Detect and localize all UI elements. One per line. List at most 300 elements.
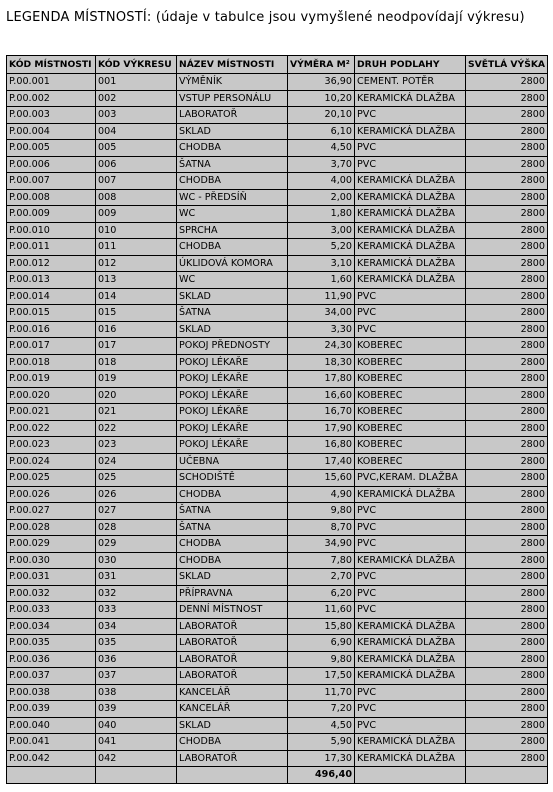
area-cell: 9,80 [288,651,355,668]
clear-height-cell: 2800 [466,717,548,734]
area-cell: 1,60 [288,272,355,289]
floor-type-cell: KERAMICKÁ DLAŽBA [355,635,466,652]
clear-height-cell: 2800 [466,602,548,619]
table-row [7,420,548,437]
drawing-code-cell: 034 [96,618,177,635]
room-name-cell: POKOJ LÉKAŘE [177,420,288,437]
floor-type-cell: KERAMICKÁ DLAŽBA [355,90,466,107]
area-cell: 8,70 [288,519,355,536]
clear-height-cell: 2800 [466,684,548,701]
floor-type-cell: KOBEREC [355,338,466,355]
drawing-code-cell: 021 [96,404,177,421]
drawing-code-cell: 030 [96,552,177,569]
clear-height-cell: 2800 [466,74,548,91]
total-empty-cell [96,767,177,784]
drawing-code-cell: 040 [96,717,177,734]
table-row [7,486,548,503]
clear-height-cell: 2800 [466,404,548,421]
drawing-code-cell: 015 [96,305,177,322]
room-code-cell: P.00.039 [7,701,96,718]
room-code-cell: P.00.040 [7,717,96,734]
area-cell: 34,90 [288,536,355,553]
room-code-cell: P.00.006 [7,156,96,173]
floor-type-cell: KERAMICKÁ DLAŽBA [355,239,466,256]
floor-type-cell: KERAMICKÁ DLAŽBA [355,618,466,635]
area-cell: 17,90 [288,420,355,437]
clear-height-cell: 2800 [466,437,548,454]
floor-type-cell: KERAMICKÁ DLAŽBA [355,272,466,289]
drawing-code-cell: 031 [96,569,177,586]
room-code-cell: P.00.031 [7,569,96,586]
area-cell: 4,50 [288,717,355,734]
clear-height-cell: 2800 [466,420,548,437]
floor-type-cell: PVC [355,321,466,338]
drawing-code-cell: 025 [96,470,177,487]
room-name-cell: CHODBA [177,734,288,751]
table-row [7,206,548,223]
area-cell: 5,90 [288,734,355,751]
area-cell: 3,30 [288,321,355,338]
clear-height-cell: 2800 [466,90,548,107]
clear-height-cell: 2800 [466,569,548,586]
room-name-cell: POKOJ PŘEDNOSTY [177,338,288,355]
area-cell: 7,80 [288,552,355,569]
area-cell: 10,20 [288,90,355,107]
floor-type-cell: KERAMICKÁ DLAŽBA [355,651,466,668]
clear-height-cell: 2800 [466,453,548,470]
floor-type-cell: KOBEREC [355,437,466,454]
room-code-cell: P.00.007 [7,173,96,190]
room-code-cell: P.00.003 [7,107,96,124]
floor-type-cell: KERAMICKÁ DLAŽBA [355,552,466,569]
table-total-row [7,767,548,784]
area-cell: 4,90 [288,486,355,503]
table-row [7,437,548,454]
drawing-code-cell: 026 [96,486,177,503]
room-name-cell: LABORATOŘ [177,668,288,685]
table-row [7,618,548,635]
floor-type-cell: PVC [355,503,466,520]
room-name-cell: DENNÍ MÍSTNOST [177,602,288,619]
drawing-code-cell: 036 [96,651,177,668]
drawing-code-cell: 013 [96,272,177,289]
table-row [7,140,548,157]
table-row [7,519,548,536]
room-name-cell: CHODBA [177,536,288,553]
floor-type-cell: PVC [355,717,466,734]
clear-height-cell: 2800 [466,668,548,685]
area-cell: 3,70 [288,156,355,173]
area-cell: 2,70 [288,569,355,586]
floor-type-cell: KOBEREC [355,453,466,470]
total-empty-cell [466,767,548,784]
clear-height-cell: 2800 [466,536,548,553]
room-name-cell: LABORATOŘ [177,635,288,652]
room-code-cell: P.00.015 [7,305,96,322]
table-row [7,552,548,569]
room-name-cell: POKOJ LÉKAŘE [177,371,288,388]
floor-type-cell: PVC [355,536,466,553]
clear-height-cell: 2800 [466,305,548,322]
drawing-code-cell: 017 [96,338,177,355]
area-cell: 15,80 [288,618,355,635]
room-code-cell: P.00.041 [7,734,96,751]
table-row [7,371,548,388]
room-code-cell: P.00.034 [7,618,96,635]
room-code-cell: P.00.019 [7,371,96,388]
room-name-cell: ÚKLIDOVÁ KOMORA [177,255,288,272]
room-code-cell: P.00.001 [7,74,96,91]
room-name-cell: ŠATNA [177,519,288,536]
table-body [7,74,548,767]
room-name-cell: POKOJ LÉKAŘE [177,354,288,371]
table-row [7,107,548,124]
header-floor-type: DRUH PODLAHY [355,56,466,74]
total-empty-cell [355,767,466,784]
clear-height-cell: 2800 [466,618,548,635]
clear-height-cell: 2800 [466,519,548,536]
room-name-cell: VSTUP PERSONÁLU [177,90,288,107]
drawing-code-cell: 027 [96,503,177,520]
table-row [7,222,548,239]
clear-height-cell: 2800 [466,354,548,371]
header-room-code: KÓD MÍSTNOSTI [7,56,96,74]
table-row [7,585,548,602]
area-cell: 4,50 [288,140,355,157]
floor-type-cell: KERAMICKÁ DLAŽBA [355,123,466,140]
table-row [7,453,548,470]
room-name-cell: LABORATOŘ [177,651,288,668]
room-code-cell: P.00.025 [7,470,96,487]
floor-type-cell: PVC [355,602,466,619]
room-name-cell: ŠATNA [177,503,288,520]
room-code-cell: P.00.017 [7,338,96,355]
floor-type-cell: KOBEREC [355,371,466,388]
room-name-cell: KANCELÁŘ [177,684,288,701]
room-name-cell: LABORATOŘ [177,618,288,635]
room-name-cell: UČEBNA [177,453,288,470]
area-cell: 20,10 [288,107,355,124]
room-code-cell: P.00.004 [7,123,96,140]
drawing-code-cell: 007 [96,173,177,190]
table-row [7,288,548,305]
floor-type-cell: KOBEREC [355,404,466,421]
floor-type-cell: PVC [355,107,466,124]
room-name-cell: CHODBA [177,173,288,190]
room-code-cell: P.00.008 [7,189,96,206]
area-cell: 7,20 [288,701,355,718]
room-code-cell: P.00.014 [7,288,96,305]
drawing-code-cell: 005 [96,140,177,157]
page-title: LEGENDA MÍSTNOSTÍ: (údaje v tabulce jsou vymyšlené neodpovídají výkresu) [6,10,525,25]
drawing-code-cell: 022 [96,420,177,437]
floor-type-cell: PVC [355,569,466,586]
total-empty-cell [177,767,288,784]
clear-height-cell: 2800 [466,552,548,569]
room-code-cell: P.00.010 [7,222,96,239]
room-name-cell: POKOJ LÉKAŘE [177,404,288,421]
clear-height-cell: 2800 [466,635,548,652]
room-code-cell: P.00.023 [7,437,96,454]
area-cell: 16,70 [288,404,355,421]
room-code-cell: P.00.042 [7,750,96,767]
table-row [7,354,548,371]
table-row [7,189,548,206]
table-row [7,684,548,701]
area-cell: 17,40 [288,453,355,470]
table-row [7,536,548,553]
floor-type-cell: KOBEREC [355,420,466,437]
drawing-code-cell: 014 [96,288,177,305]
table-row [7,90,548,107]
room-name-cell: SKLAD [177,123,288,140]
room-name-cell: WC [177,272,288,289]
clear-height-cell: 2800 [466,470,548,487]
floor-type-cell: PVC [355,288,466,305]
room-code-cell: P.00.016 [7,321,96,338]
floor-type-cell: PVC,KERAM. DLAŽBA [355,470,466,487]
table-row [7,701,548,718]
area-cell: 17,80 [288,371,355,388]
table-row [7,635,548,652]
clear-height-cell: 2800 [466,189,548,206]
table-row [7,503,548,520]
room-name-cell: WC [177,206,288,223]
floor-type-cell: KERAMICKÁ DLAŽBA [355,668,466,685]
room-name-cell: SCHODIŠTĚ [177,470,288,487]
floor-type-cell: KOBEREC [355,354,466,371]
area-cell: 6,10 [288,123,355,140]
area-cell: 15,60 [288,470,355,487]
room-name-cell: POKOJ LÉKAŘE [177,387,288,404]
room-name-cell: SKLAD [177,288,288,305]
room-name-cell: SKLAD [177,717,288,734]
drawing-code-cell: 038 [96,684,177,701]
header-clear-height: SVĚTLÁ VÝŠKA [466,56,548,74]
drawing-code-cell: 032 [96,585,177,602]
room-code-cell: P.00.011 [7,239,96,256]
drawing-code-cell: 028 [96,519,177,536]
clear-height-cell: 2800 [466,222,548,239]
drawing-code-cell: 008 [96,189,177,206]
clear-height-cell: 2800 [466,107,548,124]
table-row [7,74,548,91]
clear-height-cell: 2800 [466,371,548,388]
table-row [7,404,548,421]
floor-type-cell: KERAMICKÁ DLAŽBA [355,189,466,206]
drawing-code-cell: 002 [96,90,177,107]
header-area: VÝMĚRA M² [288,56,355,74]
area-cell: 11,70 [288,684,355,701]
table-row [7,602,548,619]
room-code-cell: P.00.013 [7,272,96,289]
floor-type-cell: KERAMICKÁ DLAŽBA [355,734,466,751]
floor-type-cell: KERAMICKÁ DLAŽBA [355,222,466,239]
table-row [7,734,548,751]
floor-type-cell: PVC [355,140,466,157]
drawing-code-cell: 020 [96,387,177,404]
area-cell: 9,80 [288,503,355,520]
area-cell: 17,30 [288,750,355,767]
drawing-code-cell: 033 [96,602,177,619]
table-row [7,173,548,190]
table-row [7,255,548,272]
floor-type-cell: PVC [355,684,466,701]
room-name-cell: POKOJ LÉKAŘE [177,437,288,454]
room-name-cell: LABORATOŘ [177,750,288,767]
floor-type-cell: PVC [355,701,466,718]
drawing-code-cell: 041 [96,734,177,751]
clear-height-cell: 2800 [466,156,548,173]
drawing-code-cell: 011 [96,239,177,256]
floor-type-cell: KERAMICKÁ DLAŽBA [355,206,466,223]
clear-height-cell: 2800 [466,503,548,520]
drawing-code-cell: 029 [96,536,177,553]
room-code-cell: P.00.027 [7,503,96,520]
clear-height-cell: 2800 [466,651,548,668]
floor-type-cell: KERAMICKÁ DLAŽBA [355,750,466,767]
floor-type-cell: PVC [355,585,466,602]
room-name-cell: WC - PŘEDSÍŇ [177,189,288,206]
table-row [7,668,548,685]
table-row [7,272,548,289]
floor-type-cell: CEMENT. POTĚR [355,74,466,91]
clear-height-cell: 2800 [466,123,548,140]
floor-type-cell: KERAMICKÁ DLAŽBA [355,173,466,190]
header-room-name: NÁZEV MÍSTNOSTI [177,56,288,74]
table-row [7,569,548,586]
table-row [7,387,548,404]
area-cell: 6,90 [288,635,355,652]
table-row [7,321,548,338]
area-cell: 3,10 [288,255,355,272]
room-code-cell: P.00.028 [7,519,96,536]
area-cell: 18,30 [288,354,355,371]
area-cell: 5,20 [288,239,355,256]
clear-height-cell: 2800 [466,338,548,355]
table-row [7,156,548,173]
drawing-code-cell: 006 [96,156,177,173]
room-code-cell: P.00.035 [7,635,96,652]
drawing-code-cell: 023 [96,437,177,454]
room-name-cell: CHODBA [177,552,288,569]
floor-type-cell: PVC [355,156,466,173]
room-code-cell: P.00.009 [7,206,96,223]
room-name-cell: SKLAD [177,321,288,338]
area-cell: 16,60 [288,387,355,404]
clear-height-cell: 2800 [466,387,548,404]
room-name-cell: SKLAD [177,569,288,586]
clear-height-cell: 2800 [466,272,548,289]
total-empty-cell [7,767,96,784]
clear-height-cell: 2800 [466,288,548,305]
room-code-cell: P.00.005 [7,140,96,157]
drawing-code-cell: 039 [96,701,177,718]
room-name-cell: LABORATOŘ [177,107,288,124]
clear-height-cell: 2800 [466,173,548,190]
floor-type-cell: PVC [355,519,466,536]
area-cell: 2,00 [288,189,355,206]
room-name-cell: ŠATNA [177,156,288,173]
room-name-cell: CHODBA [177,486,288,503]
drawing-code-cell: 035 [96,635,177,652]
room-code-cell: P.00.032 [7,585,96,602]
room-code-cell: P.00.024 [7,453,96,470]
room-code-cell: P.00.029 [7,536,96,553]
drawing-code-cell: 004 [96,123,177,140]
table-row [7,717,548,734]
clear-height-cell: 2800 [466,239,548,256]
drawing-code-cell: 019 [96,371,177,388]
room-name-cell: ŠATNA [177,305,288,322]
table-row [7,123,548,140]
header-drawing-code: KÓD VÝKRESU [96,56,177,74]
drawing-code-cell: 024 [96,453,177,470]
table-row [7,470,548,487]
room-code-cell: P.00.002 [7,90,96,107]
clear-height-cell: 2800 [466,585,548,602]
area-cell: 11,90 [288,288,355,305]
room-name-cell: CHODBA [177,140,288,157]
room-code-cell: P.00.033 [7,602,96,619]
clear-height-cell: 2800 [466,321,548,338]
table-row [7,305,548,322]
table-header-row [7,56,548,74]
drawing-code-cell: 009 [96,206,177,223]
clear-height-cell: 2800 [466,486,548,503]
drawing-code-cell: 010 [96,222,177,239]
area-cell: 3,00 [288,222,355,239]
room-code-cell: P.00.038 [7,684,96,701]
room-name-cell: CHODBA [177,239,288,256]
drawing-code-cell: 003 [96,107,177,124]
clear-height-cell: 2800 [466,701,548,718]
clear-height-cell: 2800 [466,255,548,272]
room-code-cell: P.00.020 [7,387,96,404]
area-cell: 4,00 [288,173,355,190]
area-cell: 16,80 [288,437,355,454]
clear-height-cell: 2800 [466,140,548,157]
total-area: 496,40 [288,767,355,784]
room-code-cell: P.00.030 [7,552,96,569]
clear-height-cell: 2800 [466,734,548,751]
floor-type-cell: KERAMICKÁ DLAŽBA [355,486,466,503]
area-cell: 36,90 [288,74,355,91]
room-code-cell: P.00.036 [7,651,96,668]
area-cell: 11,60 [288,602,355,619]
room-code-cell: P.00.037 [7,668,96,685]
area-cell: 24,30 [288,338,355,355]
area-cell: 6,20 [288,585,355,602]
drawing-code-cell: 018 [96,354,177,371]
room-name-cell: KANCELÁŘ [177,701,288,718]
room-code-cell: P.00.022 [7,420,96,437]
table-row [7,239,548,256]
drawing-code-cell: 037 [96,668,177,685]
drawing-code-cell: 016 [96,321,177,338]
area-cell: 34,00 [288,305,355,322]
room-name-cell: VÝMĚNÍK [177,74,288,91]
floor-type-cell: PVC [355,305,466,322]
drawing-code-cell: 042 [96,750,177,767]
drawing-code-cell: 001 [96,74,177,91]
area-cell: 1,80 [288,206,355,223]
drawing-code-cell: 012 [96,255,177,272]
table-row [7,750,548,767]
room-code-cell: P.00.018 [7,354,96,371]
room-code-cell: P.00.012 [7,255,96,272]
floor-type-cell: KERAMICKÁ DLAŽBA [355,255,466,272]
